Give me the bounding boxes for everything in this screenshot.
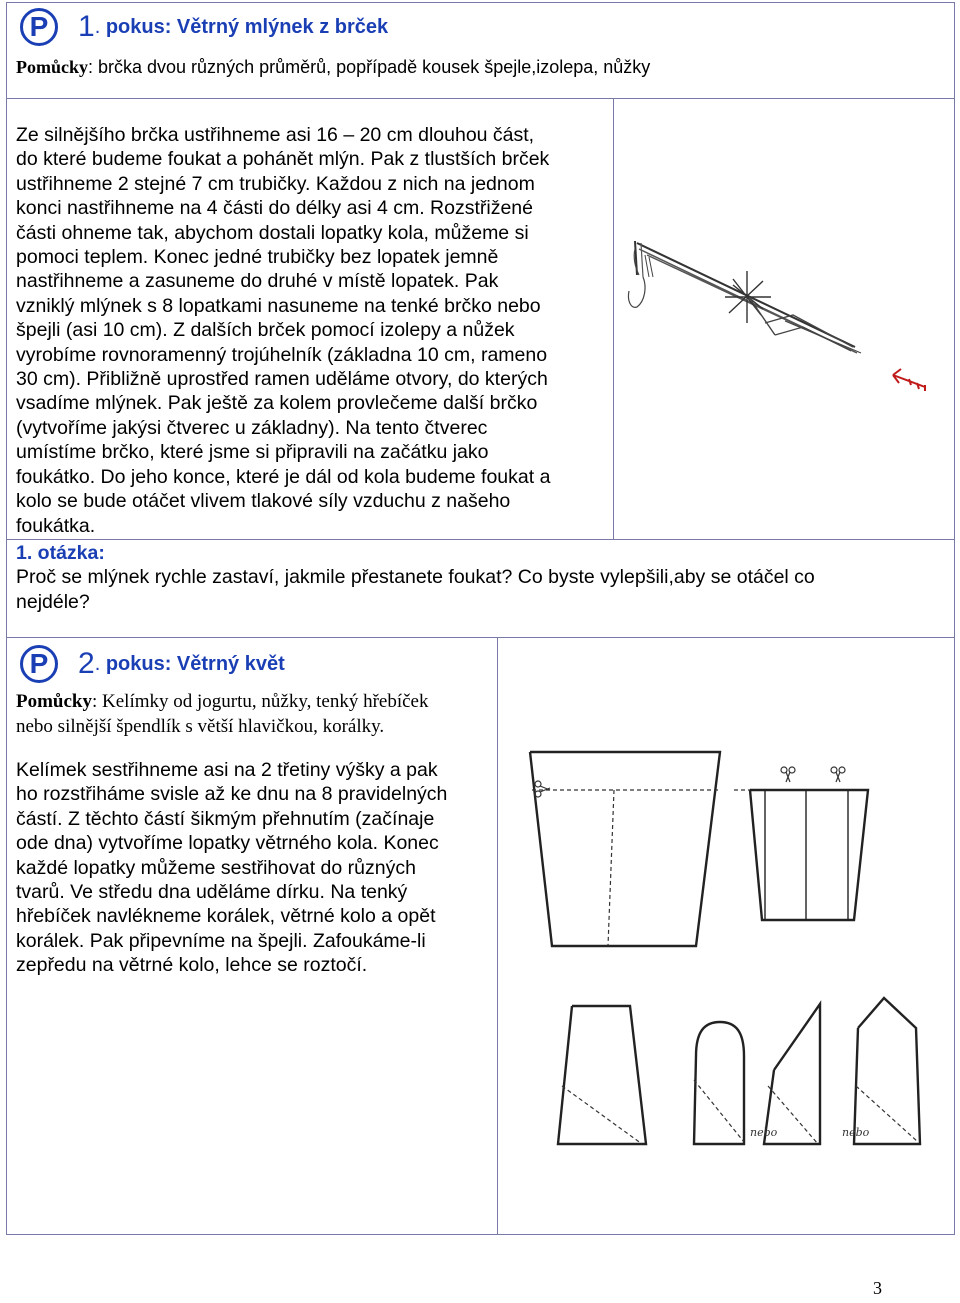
- experiment-number: 1: [78, 10, 95, 43]
- text-line: vyrobíme rovnoramenný trojúhelník (základna 10 cm, rameno: [16, 343, 548, 366]
- experiment-number: 2: [78, 647, 95, 680]
- cup-cutting-drawing: [508, 740, 948, 1170]
- instructions-text: [16, 123, 550, 538]
- text-line: ustřihneme 2 stejné 7 cm trubičky. Každou z nich na jednom: [16, 172, 535, 195]
- tools-text: : brčka dvou různých průměrů, popřípadě kousek špejle,izolepa, nůžky: [88, 57, 651, 77]
- text-line: Ze silnějšího brčka ustřihneme asi 16 – 20 cm dlouhou část,: [16, 124, 535, 146]
- drawing-note: nebo: [750, 1126, 778, 1139]
- text-line: foukátka.: [16, 514, 96, 537]
- text-line: ho rozstřiháme svisle až ke dnu na 8 pravidelných: [16, 783, 448, 806]
- tools-list: [16, 55, 650, 80]
- drawing-note: nebo: [842, 1126, 870, 1139]
- tools-text: : Kelímky od jogurtu, nůžky, tenký hřebíček: [92, 691, 429, 712]
- text-line: foukátko. Do jeho konce, které je dál od kola budeme foukat a: [16, 465, 551, 488]
- text-line: 30 cm). Přibližně uprostřed ramen uděláme otvory, do kterých: [16, 368, 548, 391]
- question-line: Proč se mlýnek rychle zastaví, jakmile přestanete foukat? Co byste vylepšili,aby se otáčel co: [16, 566, 815, 589]
- tools-text: nebo silnější špendlík s větší hlavičkou, korálky.: [16, 716, 385, 737]
- text-line: ode dna) vytvoříme lopatky větrného kola. Konec: [16, 832, 439, 855]
- scissors-icon: [535, 767, 845, 797]
- instructions-text: [16, 758, 447, 978]
- text-line: Kelímek sestřihneme asi na 2 třetiny výšky a pak: [16, 759, 438, 781]
- divider: [497, 637, 498, 1235]
- experiment-title: pokus: Větrný květ: [105, 652, 285, 675]
- text-line: vsadíme mlýnek. Pak ještě za kolem provlečeme další brčko: [16, 392, 538, 415]
- text-line: zepředu na větrné kolo, lehce se roztočí.: [16, 954, 368, 977]
- divider: [613, 98, 614, 539]
- windmill-straw-drawing: [625, 235, 935, 405]
- text-line: hřebíček navlékneme korálek, větrné kolo a opět: [16, 905, 436, 928]
- text-line: do které budeme foukat a pohánět mlýn. Pak z tlustších brček: [16, 148, 550, 171]
- text-line: kolo se bude otáčet vlivem tlakové síly vzduchu z našeho: [16, 490, 511, 513]
- text-line: každé lopatky můžeme sestřihovat do různých: [16, 856, 416, 879]
- text-line: vzniklý mlýnek s 8 lopatkami nasuneme na tenké brčko nebo: [16, 294, 541, 317]
- text-line: částí. Z těchto částí šikmým přehnutím (začínaje: [16, 807, 435, 830]
- divider: [6, 98, 955, 99]
- divider: [6, 539, 955, 540]
- page-number: 3: [873, 1278, 882, 1298]
- text-line: nastřihneme a zasuneme do druhé v místě lopatek. Pak: [16, 270, 499, 293]
- question-line: nejdéle?: [16, 590, 90, 613]
- experiment-2-heading: P 2 . pokus: Větrný květ: [20, 645, 285, 683]
- tools-list: [16, 689, 428, 739]
- experiment-1-heading: P 1 . pokus: Větrný mlýnek z brček: [20, 8, 388, 46]
- text-line: konci nastřihneme na 4 části do délky asi 4 cm. Rozstřižené: [16, 197, 533, 220]
- tools-label: Pomůcky: [16, 57, 88, 77]
- text-line: špejli (asi 10 cm). Z dalších brček pomocí izolepy a nůžek: [16, 319, 515, 342]
- tools-label: Pomůcky: [16, 691, 92, 712]
- text-line: části ohneme tak, abychom dostali lopatky kola, můžeme si: [16, 221, 529, 244]
- experiment-title: pokus: Větrný mlýnek z brček: [105, 15, 389, 38]
- text-line: umístíme brčko, které jsme si připravili na začátku jako: [16, 441, 489, 464]
- text-line: korálek. Pak připevníme na špejli. Zafoukáme-li: [16, 929, 426, 952]
- p-logo-icon: P: [20, 8, 58, 46]
- text-line: (vytvoříme jakýsi čtverec u základny). Na tento čtverec: [16, 416, 488, 439]
- p-logo-icon: P: [20, 645, 58, 683]
- text-line: pomoci teplem. Konec jedné trubičky bez lopatek jemně: [16, 246, 499, 269]
- text-line: tvarů. Ve středu dna uděláme dírku. Na tenký: [16, 881, 408, 904]
- question-label: 1. otázka:: [16, 542, 105, 564]
- question-block: [16, 541, 815, 614]
